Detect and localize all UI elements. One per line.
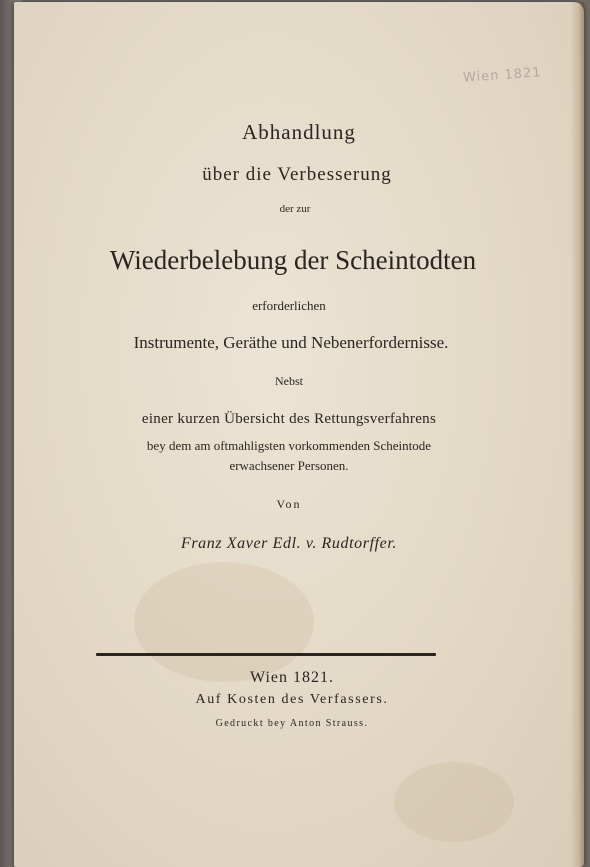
imprint-publisher: Auf Kosten des Verfassers. bbox=[195, 692, 389, 707]
subtitle-line: der zur bbox=[279, 203, 311, 215]
paper-stain bbox=[134, 562, 314, 682]
paper-stain bbox=[394, 762, 514, 842]
author-name: Franz Xaver Edl. v. Rudtorffer. bbox=[180, 535, 398, 552]
title-page bbox=[14, 2, 584, 867]
subtitle-line: über die Verbesserung bbox=[202, 164, 392, 185]
subtitle-line: Instrumente, Geräthe und Nebenerfordernisse. bbox=[133, 333, 449, 352]
subtitle-line: Nebst bbox=[275, 374, 303, 388]
imprint-printer: Gedruckt bey Anton Strauss. bbox=[215, 718, 369, 729]
imprint-place-year: Wien 1821. bbox=[249, 669, 334, 686]
title-heading: Abhandlung bbox=[242, 120, 356, 144]
subtitle-line: erforderlichen bbox=[252, 298, 326, 313]
subtitle-line: erwachsener Personen. bbox=[229, 458, 349, 473]
subtitle-line: einer kurzen Übersicht des Rettungsverfahrens bbox=[141, 411, 437, 427]
subtitle-line: bey dem am oftmahligsten vorkommenden Scheintode bbox=[146, 438, 432, 453]
author-preamble: Von bbox=[276, 497, 302, 511]
main-title-line: Wiederbelebung der Scheintodten bbox=[109, 245, 477, 275]
pencil-annotation: Wien 1821 bbox=[462, 65, 543, 86]
horizontal-rule bbox=[96, 653, 436, 656]
